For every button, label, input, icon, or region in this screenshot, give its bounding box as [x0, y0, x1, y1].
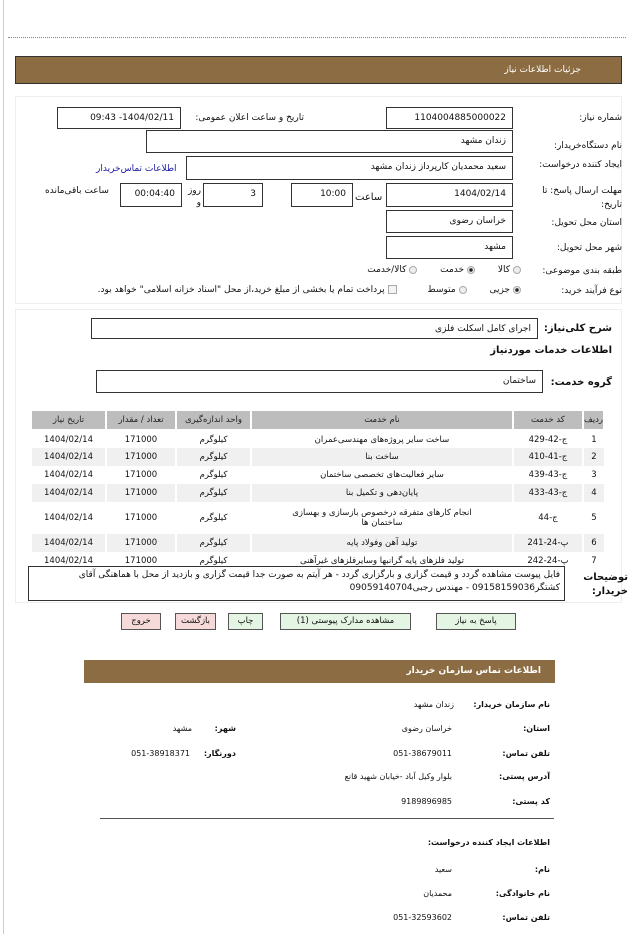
table-cell: ساخت سایر پروژه‌های مهندسی‌عمران: [251, 430, 513, 448]
table-cell: پ-24-241: [513, 534, 583, 552]
radio-service[interactable]: [467, 266, 475, 274]
radio-goods[interactable]: [513, 266, 521, 274]
table-cell: کیلوگرم: [176, 466, 251, 484]
radio-minor[interactable]: [513, 286, 521, 294]
table-cell: کیلوگرم: [176, 502, 251, 534]
days-field[interactable]: 3: [203, 183, 263, 207]
radio-goods-service[interactable]: [409, 266, 417, 274]
process-label: نوع فرآیند خرید:: [561, 286, 622, 296]
option-goods-service: کالا/خدمت: [367, 265, 407, 275]
table-row: [31, 534, 604, 552]
table-cell: کیلوگرم: [176, 484, 251, 502]
creator-phone-label: تلفن تماس:: [502, 913, 550, 922]
province-field[interactable]: خراسان رضوی: [386, 210, 513, 233]
print-button[interactable]: چاپ: [228, 613, 263, 630]
announce-label: تاریخ و ساعت اعلان عمومی:: [195, 113, 304, 123]
option-minor: جزیی: [489, 285, 510, 295]
postal-label: کد پستی:: [512, 797, 550, 806]
buyer-field[interactable]: زندان مشهد: [146, 130, 513, 153]
services-table: [30, 409, 605, 570]
table-cell: 171000: [106, 552, 176, 570]
address-label: آدرس پستی:: [499, 772, 550, 781]
table-cell: ج-43-439: [513, 466, 583, 484]
table-row: [31, 430, 604, 448]
process-radio-group: [98, 285, 524, 295]
category-radio-group: [367, 265, 524, 275]
table-cell: 171000: [106, 466, 176, 484]
creator-info-title: اطلاعات ایجاد کننده درخواست:: [427, 838, 550, 847]
fax-value: 051-38918371: [131, 749, 190, 758]
buyer-label: نام دستگاه‌خریدار:: [553, 141, 622, 151]
group-field[interactable]: ساختمان: [96, 370, 543, 393]
deadline-time-field[interactable]: 10:00: [291, 183, 353, 207]
table-cell: 171000: [106, 534, 176, 552]
table-row: [31, 466, 604, 484]
table-cell: 171000: [106, 430, 176, 448]
column-header: تعداد / مقدار: [106, 410, 176, 430]
table-cell: ساخت بنا: [251, 448, 513, 466]
buyer-contact-link[interactable]: اطلاعات تماس‌خریدار: [96, 164, 177, 174]
creator-label: ایجاد کننده درخواست:: [539, 160, 622, 170]
table-cell: 3: [583, 466, 604, 484]
table-cell: 171000: [106, 448, 176, 466]
table-cell: ج-41-410: [513, 448, 583, 466]
phone-label: تلفن تماس:: [502, 749, 550, 758]
column-header: کد خدمت: [513, 410, 583, 430]
notes-field: فایل پیوست مشاهده گردد و قیمت گزاری و بارگزاری گردد - هر آیتم به صورت جدا قیمت گزاری و بازدید از محل با هماهنگی آقای کشتگر09158159036 - مهندس رجبی09059140704: [28, 566, 565, 601]
need-number-field[interactable]: 1104004885000022: [386, 107, 513, 129]
remaining-label: ساعت باقی‌مانده: [45, 186, 109, 196]
time-label: ساعت: [355, 192, 383, 203]
day-label: روز و: [187, 186, 201, 208]
province-contact-label: استان:: [523, 724, 550, 733]
services-section-title: اطلاعات خدمات موردنیاز: [490, 345, 612, 356]
table-cell: 7: [583, 552, 604, 570]
table-cell: 1404/02/14: [31, 484, 106, 502]
city-contact-value: مشهد: [172, 724, 192, 733]
table-cell: 1404/02/14: [31, 502, 106, 534]
table-row: [31, 484, 604, 502]
city-contact-label: شهر:: [214, 724, 236, 733]
org-value: زندان مشهد: [413, 700, 454, 709]
creator-phone-value: 051-32593602: [393, 913, 452, 922]
option-goods: کالا: [497, 265, 510, 275]
reply-button[interactable]: پاسخ به نیاز: [436, 613, 516, 630]
option-medium: متوسط: [427, 285, 456, 295]
table-cell: کیلوگرم: [176, 552, 251, 570]
treasury-checkbox[interactable]: [388, 285, 397, 294]
phone-value: 051-38679011: [393, 749, 452, 758]
table-row: [31, 448, 604, 466]
table-cell: 5: [583, 502, 604, 534]
table-cell: کیلوگرم: [176, 534, 251, 552]
group-label: گروه خدمت:: [550, 377, 612, 388]
option-service: خدمت: [440, 265, 465, 275]
column-header: ردیف: [583, 410, 604, 430]
table-cell: تولید فلزهای پایه گرانبها وسایرفلزهای غیرآهنی: [251, 552, 513, 570]
address-value: بلوار وکیل آباد -خیابان شهید قانع: [344, 772, 452, 781]
table-cell: 1404/02/14: [31, 552, 106, 570]
table-cell: کیلوگرم: [176, 430, 251, 448]
table-cell: تولید آهن وفولاد پایه: [251, 534, 513, 552]
table-cell: پ-24-242: [513, 552, 583, 570]
table-cell: سایر فعالیت‌های تخصصی ساختمان: [251, 466, 513, 484]
table-row: [31, 502, 604, 534]
need-number-label: شماره نیاز:: [579, 113, 622, 123]
table-cell: 1: [583, 430, 604, 448]
family-value: محمدیان: [423, 889, 452, 898]
table-cell: 1404/02/14: [31, 430, 106, 448]
radio-medium[interactable]: [459, 286, 467, 294]
page-header: جزئیات اطلاعات نیاز: [15, 56, 622, 84]
contact-header: اطلاعات تماس سازمان خریدار: [84, 660, 555, 683]
org-label: نام سازمان خریدار:: [473, 700, 550, 709]
table-cell: 1404/02/14: [31, 448, 106, 466]
name-value: سعید: [434, 865, 452, 874]
table-cell: انجام کارهای متفرقه درخصوص بازسازی و بهسازی ساختمان ها: [251, 502, 513, 534]
deadline-label: مهلت ارسال پاسخ: تا تاریخ:: [542, 186, 622, 210]
table-cell: ج-43-433: [513, 484, 583, 502]
deadline-date-field[interactable]: 1404/02/14: [386, 183, 513, 207]
city-label: شهر محل تحویل:: [556, 243, 622, 253]
table-cell: 6: [583, 534, 604, 552]
category-label: طبقه بندی موضوعی:: [542, 266, 622, 276]
province-contact-value: خراسان رضوی: [401, 724, 452, 733]
table-cell: پایان‌دهی و تکمیل بنا: [251, 484, 513, 502]
table-cell: 1404/02/14: [31, 534, 106, 552]
creator-field[interactable]: سعید محمدیان کارپرداز زندان مشهد: [186, 156, 513, 180]
table-cell: 171000: [106, 502, 176, 534]
province-label: استان محل تحویل:: [551, 218, 622, 228]
table-cell: 4: [583, 484, 604, 502]
table-cell: ج-42-429: [513, 430, 583, 448]
table-cell: ج-44: [513, 502, 583, 534]
column-header: واحد اندازه‌گیری: [176, 410, 251, 430]
summary-field[interactable]: اجرای کامل اسکلت فلزی: [91, 318, 538, 339]
column-header: تاریخ نیاز: [31, 410, 106, 430]
payment-note: پرداخت تمام یا بخشی از مبلغ خرید،از محل "اسناد خزانه اسلامی" خواهد بود.: [97, 285, 385, 295]
table-cell: 171000: [106, 484, 176, 502]
notes-label: توضیحات خریدار:: [583, 572, 628, 597]
table-cell: 2: [583, 448, 604, 466]
summary-label: شرح کلی‌نیاز:: [543, 323, 612, 334]
column-header: نام خدمت: [251, 410, 513, 430]
remaining-field: 00:04:40: [120, 183, 182, 207]
exit-button[interactable]: خروج: [121, 613, 161, 630]
back-button[interactable]: بازگشت: [175, 613, 216, 630]
page-border: [3, 0, 4, 934]
view-documents-button[interactable]: مشاهده مدارک پیوستی (1): [280, 613, 411, 630]
divider: [8, 37, 626, 38]
family-label: نام خانوادگی:: [495, 889, 550, 898]
name-label: نام:: [534, 865, 550, 874]
table-header-row: [31, 410, 604, 430]
city-field[interactable]: مشهد: [386, 236, 513, 259]
table-cell: کیلوگرم: [176, 448, 251, 466]
contact-divider: [100, 818, 554, 819]
postal-value: 9189896985: [401, 797, 452, 806]
fax-label: دورنگار:: [203, 749, 236, 758]
announce-field[interactable]: 1404/02/11- 09:43: [57, 107, 181, 129]
table-cell: 1404/02/14: [31, 466, 106, 484]
